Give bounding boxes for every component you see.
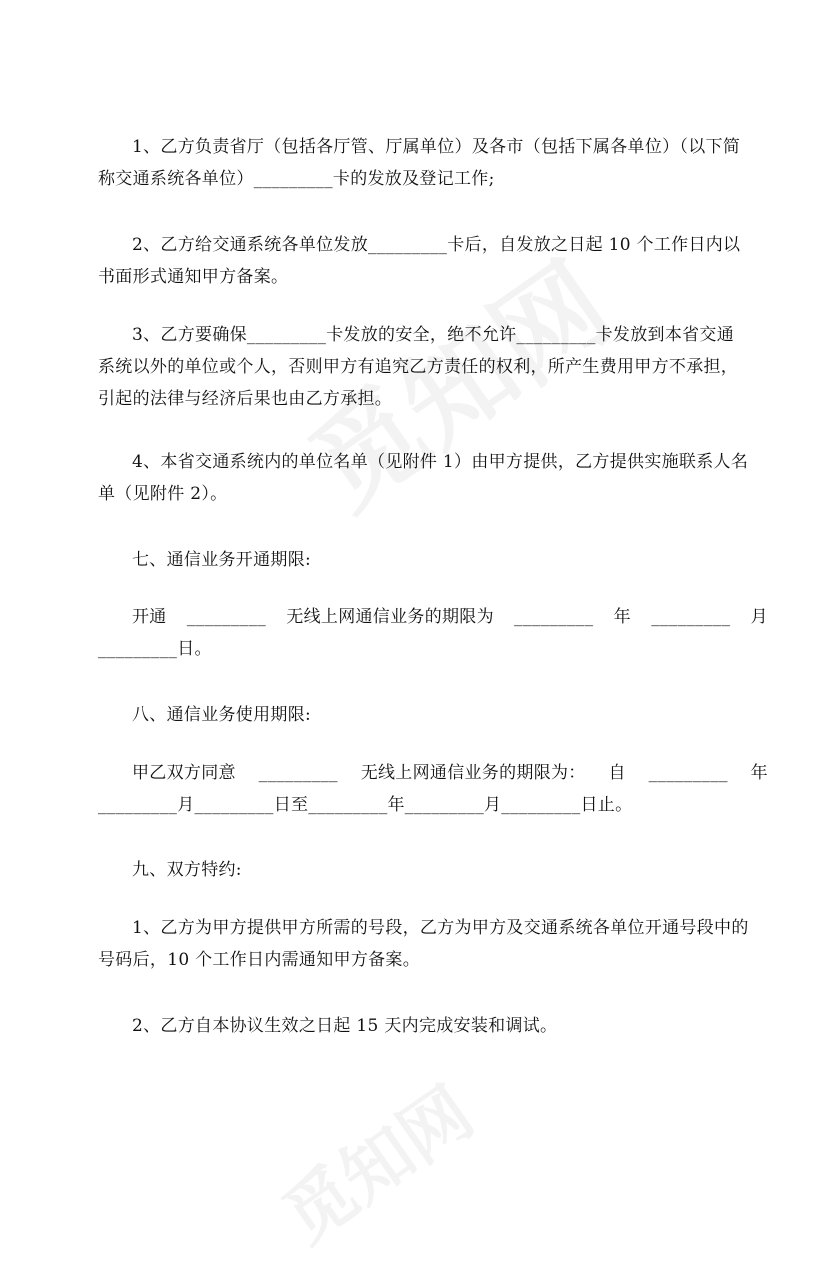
text-part: 自	[608, 763, 626, 783]
paragraph-2	[98, 229, 741, 293]
text-part: 无线上网通信业务的期限为：	[360, 763, 586, 783]
blank-field: _________	[648, 763, 728, 783]
paragraph-4	[98, 446, 749, 510]
paragraph-1	[98, 131, 741, 195]
spread-line	[98, 601, 768, 633]
heading-text: 八、通信业务使用期限:	[132, 705, 312, 725]
section-heading-9	[98, 854, 734, 886]
text-part: 月	[750, 607, 768, 627]
paragraph-line: 1、乙方负责省厅（包括各厅管、厅属单位）及各市（包括下属各单位）（以下简	[132, 137, 741, 157]
text-part: 年	[750, 763, 768, 783]
watermark-logo-bottom	[260, 1059, 490, 1262]
paragraph-line: 号码后，10 个工作日内需通知甲方备案。	[98, 950, 421, 970]
paragraph-line: _________月_________日至_________年_________月_________日止。	[98, 795, 633, 815]
paragraph-10	[98, 1010, 734, 1042]
paragraph-line: 单（见附件 2）。	[98, 484, 228, 504]
paragraph-line: 2、乙方给交通系统各单位发放_________卡后，自发放之日起 10 个工作日内以	[132, 235, 741, 255]
paragraph-line: 书面形式通知甲方备案。	[98, 267, 289, 287]
paragraph-7	[98, 601, 768, 665]
paragraph-8	[98, 757, 768, 821]
text-part: 无线上网通信业务的期限为	[286, 607, 494, 627]
blank-field: _________	[258, 763, 338, 783]
paragraph-9	[98, 912, 749, 976]
paragraph-line: 系统以外的单位或个人，否则甲方有追究乙方责任的权利，所产生费用甲方不承担，	[98, 357, 739, 377]
paragraph-line: 4、本省交通系统内的单位名单（见附件 1）由甲方提供，乙方提供实施联系人名	[132, 452, 749, 472]
heading-text: 九、双方特约:	[132, 860, 242, 880]
heading-text: 七、通信业务开通期限:	[132, 550, 312, 570]
spread-line	[98, 757, 768, 789]
paragraph-3	[98, 319, 739, 415]
paragraph-line: 2、乙方自本协议生效之日起 15 天内完成安装和调试。	[132, 1016, 558, 1036]
text-part: 年	[613, 607, 631, 627]
text-part: 开通	[132, 607, 167, 627]
blank-field: _________	[651, 607, 731, 627]
paragraph-line: 1、乙方为甲方提供甲方所需的号段，乙方为甲方及交通系统各单位开通号段中的	[132, 918, 749, 938]
blank-field: _________	[514, 607, 594, 627]
section-heading-7	[98, 544, 734, 576]
paragraph-line: 称交通系统各单位）_________卡的发放及登记工作;	[98, 169, 495, 189]
paragraph-line: _________日。	[98, 639, 212, 659]
paragraph-line: 引起的法律与经济后果也由乙方承担。	[98, 389, 393, 409]
blank-field: _________	[186, 607, 267, 627]
section-heading-8	[98, 699, 734, 731]
text-part: 甲乙双方同意	[132, 763, 236, 783]
paragraph-line: 3、乙方要确保_________卡发放的安全，绝不允许_________卡发放到本省交通	[132, 325, 735, 345]
